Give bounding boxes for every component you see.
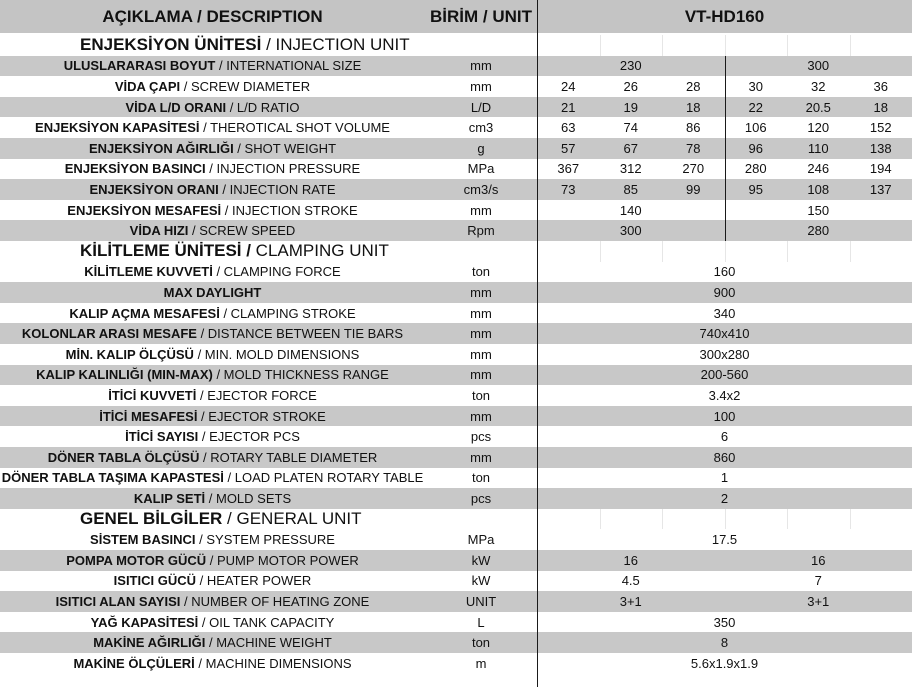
table-row [0, 488, 912, 509]
grid-divider [787, 241, 788, 262]
table-row [0, 220, 912, 241]
unit-cell: L [477, 614, 485, 630]
label-en: / MIN. MOLD DIMENSIONS [193, 346, 360, 362]
table-row [0, 385, 912, 406]
unit-cell: mm [470, 202, 492, 218]
value-cell: 73 [561, 181, 576, 197]
value-cell: 32 [811, 78, 826, 94]
value-single-cell: 5.6x1.9x1.9 [690, 655, 759, 671]
unit-cell: cm3/s [463, 181, 499, 197]
label-en: / SCREW SPEED [188, 223, 296, 239]
label-tr: İTİCİ KUVVETİ [108, 387, 197, 403]
table-row [0, 571, 912, 592]
value-cell: 367 [557, 161, 580, 177]
unit-cell: pcs [470, 429, 492, 445]
unit-cell: m [475, 655, 487, 671]
label-en: / NUMBER OF HEATING ZONE [180, 593, 370, 609]
row-description [0, 76, 425, 97]
value-single-cell: 340 [713, 305, 736, 321]
value-cell: 24 [561, 78, 576, 94]
row-description [0, 571, 425, 592]
row-description [0, 488, 425, 509]
row-description [0, 385, 425, 406]
table-row [0, 76, 912, 97]
label-tr: MİN. KALIP ÖLÇÜSÜ [65, 346, 194, 362]
value-single-cell: 740x410 [699, 326, 750, 342]
table-row [0, 632, 912, 653]
row-description [0, 509, 425, 530]
row-description [0, 468, 425, 489]
row-description [0, 303, 425, 324]
row-description [0, 406, 425, 427]
table-row [0, 282, 912, 303]
label-tr: VİDA ÇAPI [114, 78, 181, 94]
table-row [0, 56, 912, 77]
unit-cell: ton [471, 264, 491, 280]
header-unit: BİRİM / UNIT [430, 6, 532, 26]
table-row [0, 406, 912, 427]
table-row [0, 653, 912, 674]
label-tr: ENJEKSİYON KAPASİTESİ [35, 120, 200, 136]
unit-cell: mm [470, 346, 492, 362]
value-group-cell: 3+1 [807, 593, 830, 609]
table-row [0, 365, 912, 386]
label-tr: KALIP SETİ [133, 490, 206, 506]
value-group-cell: 300 [619, 223, 642, 239]
value-cell: 194 [869, 161, 892, 177]
unit-cell: g [477, 140, 485, 156]
value-cell: 85 [623, 181, 638, 197]
label-tr: ENJEKSİYON ÜNİTESİ [80, 35, 262, 55]
row-description [0, 117, 425, 138]
table-row [0, 612, 912, 633]
label-tr: ENJEKSİYON MESAFESİ [67, 202, 222, 218]
value-cell: 152 [869, 120, 892, 136]
unit-cell: ton [471, 387, 491, 403]
label-en: / OIL TANK CAPACITY [198, 614, 335, 630]
table-row [0, 447, 912, 468]
label-tr: KİLİTLEME KUVVETİ [84, 264, 213, 280]
row-description [0, 35, 425, 56]
label-tr: ENJEKSİYON ORANI [89, 181, 219, 197]
table-row [0, 344, 912, 365]
unit-cell: kW [471, 573, 491, 589]
row-description [0, 179, 425, 200]
value-cell: 26 [623, 78, 638, 94]
row-description [0, 56, 425, 77]
label-tr: SİSTEM BASINCI [90, 532, 196, 548]
unit-cell: ton [471, 470, 491, 486]
value-cell: 67 [623, 140, 638, 156]
grid-divider [787, 35, 788, 56]
value-group-cell: 230 [619, 58, 642, 74]
table-header [0, 0, 912, 33]
label-tr: MAX DAYLIGHT [163, 284, 262, 300]
table-row [0, 468, 912, 489]
table-row [0, 138, 912, 159]
value-group-cell: 4.5 [621, 573, 640, 589]
label-tr: ENJEKSİYON BASINCI [64, 161, 206, 177]
unit-cell: UNIT [465, 593, 497, 609]
label-tr: VİDA L/D ORANI [125, 99, 227, 115]
table-row [0, 550, 912, 571]
row-description [0, 612, 425, 633]
grid-divider [725, 241, 726, 262]
label-en: / INJECTION STROKE [221, 202, 358, 218]
label-tr: KALIP AÇMA MESAFESİ [69, 305, 220, 321]
label-en: / L/D RATIO [226, 99, 300, 115]
header-model: VT-HD160 [684, 6, 765, 26]
value-cell: 99 [686, 181, 701, 197]
value-cell: 74 [623, 120, 638, 136]
table-row [0, 97, 912, 118]
label-tr: KİLİTLEME ÜNİTESİ / [80, 241, 251, 261]
value-single-cell: 100 [713, 408, 736, 424]
section-row [0, 509, 912, 530]
column-divider [537, 0, 538, 687]
label-tr: MAKİNE ÖLÇÜLERİ [73, 655, 195, 671]
value-single-cell: 8 [720, 635, 729, 651]
table-row [0, 159, 912, 180]
value-single-cell: 160 [713, 264, 736, 280]
unit-cell: mm [470, 58, 492, 74]
label-tr: KALIP KALINLIĞI (MIN-MAX) [36, 367, 213, 383]
value-cell: 280 [744, 161, 767, 177]
row-description [0, 365, 425, 386]
row-description [0, 241, 425, 262]
row-description [0, 447, 425, 468]
label-en: / PUMP MOTOR POWER [206, 552, 359, 568]
grid-divider [850, 509, 851, 530]
value-cell: 19 [623, 99, 638, 115]
grid-divider [787, 509, 788, 530]
value-cell: 36 [873, 78, 888, 94]
unit-cell: mm [470, 408, 492, 424]
value-group-cell: 300 [807, 58, 830, 74]
value-cell: 110 [807, 140, 829, 156]
unit-cell: mm [470, 78, 492, 94]
unit-cell: mm [470, 367, 492, 383]
value-cell: 86 [686, 120, 701, 136]
value-group-cell: 7 [814, 573, 822, 589]
value-cell: 18 [686, 99, 701, 115]
value-cell: 108 [807, 181, 830, 197]
label-en: / MACHINE DIMENSIONS [194, 655, 352, 671]
value-cell: 57 [561, 140, 576, 156]
value-cell: 63 [561, 120, 576, 136]
value-group-cell: 16 [811, 552, 826, 568]
label-tr: ULUSLARARASI BOYUT [63, 58, 216, 74]
table-row [0, 303, 912, 324]
row-description [0, 282, 425, 303]
row-description [0, 550, 425, 571]
table-row [0, 179, 912, 200]
row-description [0, 653, 425, 674]
value-group-cell: 3+1 [619, 593, 642, 609]
table-row [0, 591, 912, 612]
unit-cell: mm [470, 305, 492, 321]
label-en: / LOAD PLATEN ROTARY TABLE [223, 470, 424, 486]
value-single-cell: 1 [720, 470, 729, 486]
value-group-cell: 280 [807, 223, 830, 239]
unit-cell: mm [470, 284, 492, 300]
label-en: / INTERNATIONAL SIZE [215, 58, 362, 74]
row-description [0, 200, 425, 221]
unit-cell: mm [470, 326, 492, 342]
value-cell: 78 [686, 140, 701, 156]
label-tr: DÖNER TABLA ÖLÇÜSÜ [47, 449, 200, 465]
value-cell: 106 [744, 120, 767, 136]
label-tr: ISITICI GÜCÜ [113, 573, 196, 589]
label-tr: ENJEKSİYON AĞIRLIĞI [88, 140, 234, 156]
table-row [0, 426, 912, 447]
label-en: / EJECTOR STROKE [197, 408, 326, 424]
row-description [0, 426, 425, 447]
label-tr: YAĞ KAPASİTESİ [90, 614, 199, 630]
unit-cell: L/D [470, 99, 492, 115]
row-description [0, 262, 425, 283]
header-description: AÇIKLAMA / DESCRIPTION [102, 6, 323, 26]
label-tr: DÖNER TABLA TAŞIMA KAPASTESİ [1, 470, 224, 486]
unit-cell: Rpm [467, 223, 495, 239]
table-row [0, 200, 912, 221]
row-description [0, 323, 425, 344]
row-description [0, 632, 425, 653]
value-single-cell: 900 [713, 284, 736, 300]
grid-divider [600, 509, 601, 530]
value-group-cell: 150 [807, 202, 830, 218]
label-en: / INJECTION UNIT [261, 35, 410, 55]
value-cell: 28 [686, 78, 701, 94]
label-en: / DISTANCE BETWEEN TIE BARS [196, 326, 404, 342]
grid-divider [725, 35, 726, 56]
grid-divider [662, 35, 663, 56]
label-tr: GENEL BİLGİLER [80, 509, 223, 529]
value-single-cell: 350 [713, 614, 736, 630]
value-cell: 95 [748, 181, 763, 197]
label-tr: MAKİNE AĞIRLIĞI [93, 635, 206, 651]
value-cell: 22 [748, 99, 763, 115]
label-en: / INJECTION PRESSURE [205, 161, 361, 177]
table-row [0, 323, 912, 344]
unit-cell: kW [471, 552, 491, 568]
label-en: / SHOT WEIGHT [233, 140, 337, 156]
table-row [0, 117, 912, 138]
label-en: CLAMPING UNIT [250, 241, 389, 261]
grid-divider [850, 35, 851, 56]
label-en: / GENERAL UNIT [222, 509, 362, 529]
label-en: / HEATER POWER [196, 573, 312, 589]
unit-cell: cm3 [468, 120, 494, 136]
unit-cell: MPa [467, 532, 495, 548]
grid-divider [600, 241, 601, 262]
value-cell: 137 [869, 181, 892, 197]
value-cell: 270 [682, 161, 705, 177]
value-single-cell: 3.4x2 [708, 387, 741, 403]
section-row [0, 35, 912, 56]
value-cell: 120 [807, 120, 830, 136]
grid-divider [725, 509, 726, 530]
value-cell: 312 [619, 161, 642, 177]
label-en: / SYSTEM PRESSURE [195, 532, 335, 548]
label-tr: ISITICI ALAN SAYISI [55, 593, 181, 609]
label-en: / MOLD SETS [205, 490, 292, 506]
row-description [0, 97, 425, 118]
table-row [0, 262, 912, 283]
label-en: / SCREW DIAMETER [180, 78, 311, 94]
label-en: / MACHINE WEIGHT [205, 635, 332, 651]
unit-cell: ton [471, 635, 491, 651]
label-tr: VİDA HIZI [129, 223, 189, 239]
value-cell: 21 [561, 99, 576, 115]
value-single-cell: 860 [713, 449, 736, 465]
unit-cell: pcs [470, 490, 492, 506]
label-tr: KOLONLAR ARASI MESAFE [21, 326, 197, 342]
label-en: / EJECTOR PCS [198, 429, 300, 445]
unit-cell: MPa [467, 161, 495, 177]
group-divider [725, 56, 726, 241]
grid-divider [600, 35, 601, 56]
label-tr: İTİCİ SAYISI [125, 429, 199, 445]
unit-cell: mm [470, 449, 492, 465]
row-description [0, 159, 425, 180]
row-description [0, 220, 425, 241]
value-single-cell: 6 [720, 429, 729, 445]
label-tr: POMPA MOTOR GÜCÜ [66, 552, 207, 568]
value-single-cell: 200-560 [700, 367, 749, 383]
row-description [0, 591, 425, 612]
label-en: / EJECTOR FORCE [196, 387, 317, 403]
value-cell: 246 [807, 161, 830, 177]
grid-divider [850, 241, 851, 262]
label-en: / MOLD THICKNESS RANGE [212, 367, 389, 383]
value-cell: 18 [873, 99, 888, 115]
value-group-cell: 16 [623, 552, 638, 568]
label-tr: İTİCİ MESAFESİ [99, 408, 198, 424]
section-row [0, 241, 912, 262]
label-en: / INJECTION RATE [218, 181, 336, 197]
value-group-cell: 140 [619, 202, 642, 218]
label-en: / CLAMPING STROKE [219, 305, 356, 321]
label-en: / THEROTICAL SHOT VOLUME [199, 120, 390, 136]
value-cell: 20.5 [805, 99, 831, 115]
row-description [0, 138, 425, 159]
value-single-cell: 2 [720, 490, 729, 506]
value-cell: 96 [748, 140, 763, 156]
grid-divider [662, 241, 663, 262]
value-cell: 138 [869, 140, 892, 156]
row-description [0, 344, 425, 365]
label-en: / ROTARY TABLE DIAMETER [199, 449, 378, 465]
value-single-cell: 300x280 [699, 346, 750, 362]
label-en: / CLAMPING FORCE [212, 264, 341, 280]
table-row [0, 529, 912, 550]
row-description [0, 529, 425, 550]
value-single-cell: 17.5 [711, 532, 738, 548]
grid-divider [662, 509, 663, 530]
value-cell: 30 [748, 78, 763, 94]
